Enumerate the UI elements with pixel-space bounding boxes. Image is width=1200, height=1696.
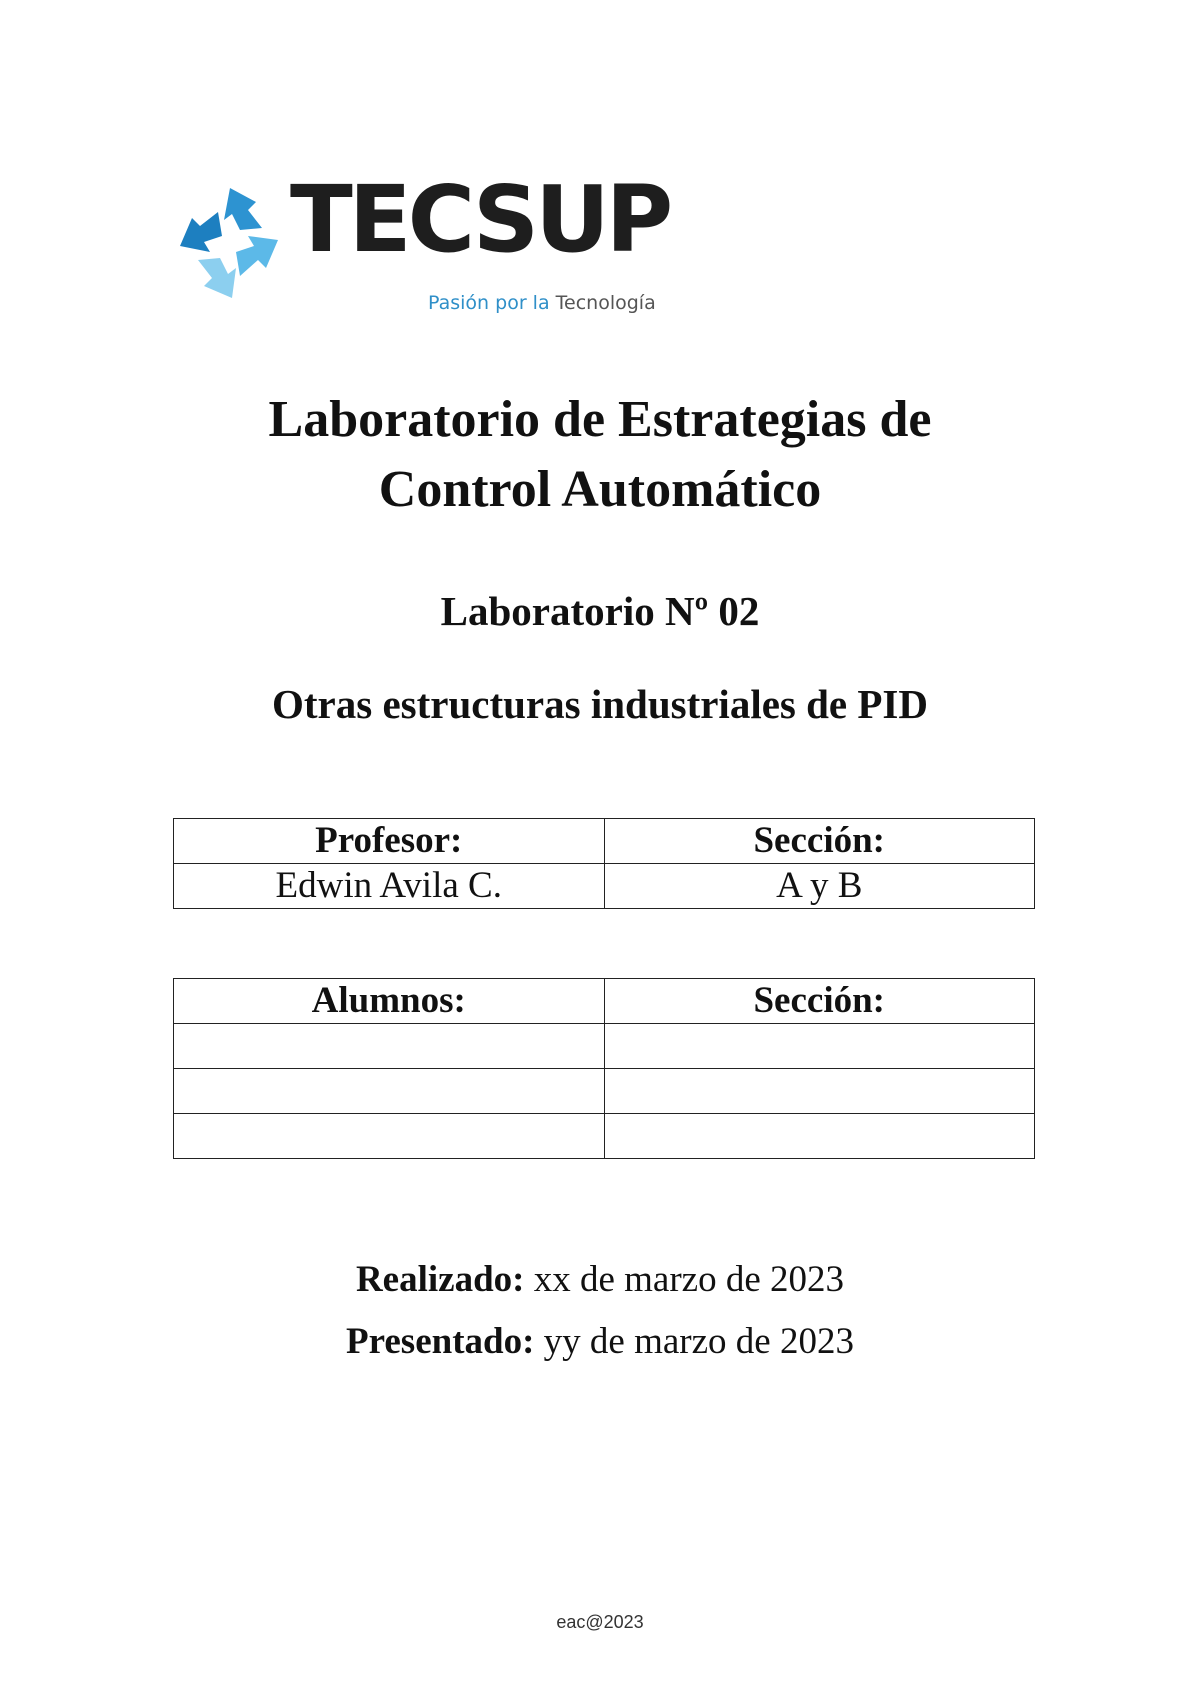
profesor-header: Profesor: (174, 819, 605, 864)
title-line-1: Laboratorio de Estrategias de (268, 391, 932, 448)
tecsup-logo (170, 166, 670, 320)
presentado-value: yy de marzo de 2023 (543, 1321, 854, 1362)
presentado-line (0, 1320, 1200, 1363)
alumnos-table (173, 978, 1035, 1159)
title-line-2: Control Automático (378, 461, 822, 518)
lab-number: Laboratorio Nº 02 (440, 588, 760, 634)
page-footer: eac@2023 (556, 1612, 644, 1632)
seccion-header: Sección: (604, 819, 1035, 864)
realizado-value: xx de marzo de 2023 (533, 1259, 845, 1300)
seccion-cell[interactable] (604, 1114, 1035, 1159)
presentado-label: Presentado: (346, 1321, 535, 1362)
alumno-cell[interactable] (174, 1069, 605, 1114)
table-row (174, 1024, 1035, 1069)
document-title (0, 385, 1200, 525)
alumno-cell[interactable] (174, 1024, 605, 1069)
logo-tagline (428, 292, 656, 314)
table-header-row (174, 979, 1035, 1024)
arrows-emblem-icon (170, 180, 290, 310)
logo-tagline-dark: Tecnología (555, 292, 656, 314)
alumnos-header: Alumnos: (174, 979, 605, 1024)
lab-subtitle: Otras estructuras industriales de PID (272, 681, 928, 727)
table-row (174, 1114, 1035, 1159)
realizado-line (0, 1258, 1200, 1301)
seccion-cell[interactable] (604, 1069, 1035, 1114)
logo-tagline-blue: Pasión por la (428, 292, 550, 314)
seccion-cell[interactable] (604, 1024, 1035, 1069)
table-header-row (174, 819, 1035, 864)
logo-wordmark: TECSUP (290, 166, 670, 273)
table-row (174, 864, 1035, 909)
realizado-label: Realizado: (355, 1259, 525, 1300)
table-row (174, 1069, 1035, 1114)
profesor-seccion: A y B (604, 864, 1035, 909)
alumno-cell[interactable] (174, 1114, 605, 1159)
profesor-name: Edwin Avila C. (174, 864, 605, 909)
profesor-table (173, 818, 1035, 909)
seccion-header: Sección: (604, 979, 1035, 1024)
